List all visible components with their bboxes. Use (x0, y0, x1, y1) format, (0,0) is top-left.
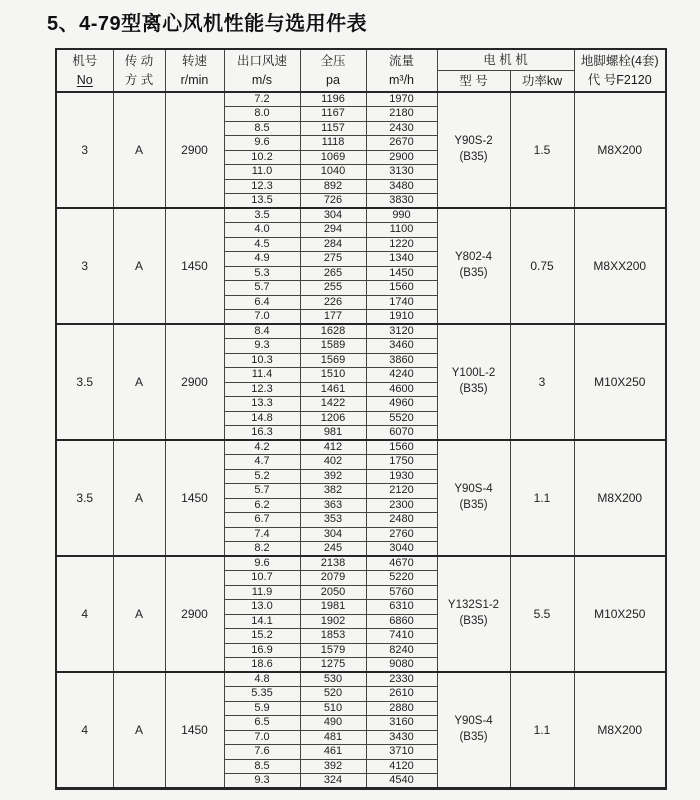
cell-outlet-velocity: 6.5 (224, 716, 300, 731)
cell-motor-power: 5.5 (510, 556, 574, 672)
cell-motor-model (437, 672, 510, 788)
cell-flow: 2300 (366, 498, 437, 513)
cell-machine-no: 3 (56, 208, 113, 324)
cell-flow: 4960 (366, 397, 437, 412)
cell-transmission: A (113, 672, 165, 788)
cell-outlet-velocity: 6.2 (224, 498, 300, 513)
cell-outlet-velocity: 9.3 (224, 339, 300, 354)
cell-outlet-velocity: 4.8 (224, 672, 300, 687)
header-anchor-bolt (574, 49, 666, 92)
header-motor-model: 型 号 (437, 71, 510, 93)
cell-flow: 2880 (366, 701, 437, 716)
header-speed (165, 49, 224, 92)
cell-flow: 3830 (366, 194, 437, 209)
cell-flow: 7410 (366, 629, 437, 644)
cell-motor-power: 1.5 (510, 92, 574, 208)
cell-speed: 1450 (165, 672, 224, 788)
cell-total-pressure: 1981 (300, 600, 366, 615)
cell-total-pressure: 304 (300, 527, 366, 542)
header-transmission-label-1: 传 动 (124, 54, 154, 69)
cell-transmission: A (113, 208, 165, 324)
cell-flow: 5220 (366, 571, 437, 586)
cell-flow: 4600 (366, 382, 437, 397)
cell-total-pressure: 1118 (300, 136, 366, 151)
header-outlet-velocity-label: 出口风速 (236, 54, 287, 69)
cell-flow: 4240 (366, 368, 437, 383)
cell-outlet-velocity: 6.4 (224, 295, 300, 310)
cell-total-pressure: 2138 (300, 556, 366, 571)
cell-total-pressure: 412 (300, 440, 366, 455)
page-title: 5、4-79型离心风机性能与选用件表 (47, 13, 368, 35)
cell-outlet-velocity: 8.2 (224, 542, 300, 557)
cell-outlet-velocity: 9.3 (224, 774, 300, 789)
table-header (56, 49, 666, 92)
motor-model-text: Y90S-4 (454, 715, 493, 728)
cell-outlet-velocity: 7.4 (224, 527, 300, 542)
cell-motor-power: 1.1 (510, 440, 574, 556)
cell-motor-power: 0.75 (510, 208, 574, 324)
cell-speed: 2900 (165, 92, 224, 208)
cell-total-pressure: 461 (300, 745, 366, 760)
motor-frame-text: (B35) (459, 151, 488, 163)
cell-flow: 3860 (366, 353, 437, 368)
header-speed-label: 转速 (181, 54, 207, 69)
header-machine-no (56, 49, 113, 92)
cell-total-pressure: 1589 (300, 339, 366, 354)
cell-motor-model (437, 208, 510, 324)
header-anchor-bolt-code: 代 号F2120 (587, 72, 652, 87)
cell-outlet-velocity: 6.7 (224, 513, 300, 528)
cell-flow: 3460 (366, 339, 437, 354)
cell-outlet-velocity: 7.0 (224, 730, 300, 745)
cell-outlet-velocity: 10.7 (224, 571, 300, 586)
header-machine-no-label: 机号 (72, 54, 98, 69)
header-outlet-velocity (224, 49, 300, 92)
cell-flow: 3120 (366, 324, 437, 339)
cell-total-pressure: 481 (300, 730, 366, 745)
cell-total-pressure: 520 (300, 687, 366, 702)
cell-motor-model (437, 440, 510, 556)
cell-flow: 6860 (366, 614, 437, 629)
cell-motor-model (437, 556, 510, 672)
header-transmission-label-2: 方 式 (124, 72, 154, 87)
cell-flow: 2430 (366, 121, 437, 136)
header-flow-unit: m³/h (389, 72, 414, 87)
cell-flow: 3710 (366, 745, 437, 760)
cell-flow: 1930 (366, 469, 437, 484)
cell-speed: 2900 (165, 556, 224, 672)
cell-outlet-velocity: 14.8 (224, 411, 300, 426)
cell-total-pressure: 177 (300, 310, 366, 325)
motor-frame-text: (B35) (459, 615, 488, 627)
cell-total-pressure: 1461 (300, 382, 366, 397)
cell-outlet-velocity: 13.3 (224, 397, 300, 412)
cell-outlet-velocity: 5.35 (224, 687, 300, 702)
cell-total-pressure: 226 (300, 295, 366, 310)
cell-flow: 1970 (366, 92, 437, 107)
cell-total-pressure: 284 (300, 237, 366, 252)
cell-flow: 6310 (366, 600, 437, 615)
cell-total-pressure: 726 (300, 194, 366, 209)
cell-total-pressure: 1157 (300, 121, 366, 136)
cell-flow: 1910 (366, 310, 437, 325)
cell-total-pressure: 530 (300, 672, 366, 687)
cell-transmission: A (113, 92, 165, 208)
cell-outlet-velocity: 5.3 (224, 266, 300, 281)
cell-motor-power: 3 (510, 324, 574, 440)
cell-flow: 2180 (366, 107, 437, 122)
cell-total-pressure: 275 (300, 252, 366, 267)
header-motor-group: 电 机 机 (437, 49, 574, 71)
motor-frame-text: (B35) (459, 499, 488, 511)
cell-outlet-velocity: 16.9 (224, 643, 300, 658)
cell-flow: 3160 (366, 716, 437, 731)
cell-motor-model (437, 324, 510, 440)
cell-anchor-bolt: M10X250 (574, 556, 666, 672)
table-row (56, 92, 666, 107)
cell-outlet-velocity: 8.0 (224, 107, 300, 122)
cell-flow: 9080 (366, 658, 437, 673)
cell-outlet-velocity: 12.3 (224, 382, 300, 397)
motor-frame-text: (B35) (459, 730, 488, 743)
cell-total-pressure: 304 (300, 208, 366, 223)
cell-outlet-velocity: 12.3 (224, 179, 300, 194)
cell-outlet-velocity: 7.2 (224, 92, 300, 107)
cell-motor-model (437, 92, 510, 208)
header-speed-unit: r/min (180, 72, 209, 87)
cell-flow: 1560 (366, 440, 437, 455)
cell-speed: 1450 (165, 208, 224, 324)
cell-total-pressure: 245 (300, 542, 366, 557)
cell-total-pressure: 1196 (300, 92, 366, 107)
cell-flow: 1340 (366, 252, 437, 267)
cell-outlet-velocity: 15.2 (224, 629, 300, 644)
cell-total-pressure: 490 (300, 716, 366, 731)
cell-machine-no: 4 (56, 556, 113, 672)
table-row (56, 556, 666, 571)
cell-total-pressure: 382 (300, 484, 366, 499)
cell-flow: 6070 (366, 426, 437, 441)
table-row (56, 672, 666, 687)
motor-model-text: Y90S-2 (454, 135, 493, 148)
motor-model-text: Y802-4 (454, 251, 493, 264)
cell-total-pressure: 392 (300, 469, 366, 484)
cell-transmission: A (113, 440, 165, 556)
motor-model-text: Y132S1-2 (447, 599, 500, 612)
cell-total-pressure: 981 (300, 426, 366, 441)
cell-speed: 2900 (165, 324, 224, 440)
cell-total-pressure: 1510 (300, 368, 366, 383)
cell-flow: 3480 (366, 179, 437, 194)
cell-flow: 3430 (366, 730, 437, 745)
cell-anchor-bolt: M8X200 (574, 440, 666, 556)
cell-outlet-velocity: 4.5 (224, 237, 300, 252)
header-total-pressure (300, 49, 366, 92)
cell-outlet-velocity: 16.3 (224, 426, 300, 441)
cell-total-pressure: 1628 (300, 324, 366, 339)
cell-outlet-velocity: 4.9 (224, 252, 300, 267)
cell-flow: 1560 (366, 281, 437, 296)
cell-total-pressure: 510 (300, 701, 366, 716)
cell-outlet-velocity: 11.9 (224, 585, 300, 600)
table-body (56, 92, 666, 788)
cell-flow: 2120 (366, 484, 437, 499)
header-motor-power: 功率kw (510, 71, 574, 93)
cell-total-pressure: 392 (300, 759, 366, 774)
table-row (56, 324, 666, 339)
fan-performance-table (55, 48, 667, 790)
cell-flow: 1750 (366, 455, 437, 470)
cell-total-pressure: 1569 (300, 353, 366, 368)
cell-total-pressure: 2050 (300, 585, 366, 600)
cell-total-pressure: 363 (300, 498, 366, 513)
cell-machine-no: 3.5 (56, 440, 113, 556)
cell-flow: 1100 (366, 223, 437, 238)
cell-total-pressure: 324 (300, 774, 366, 789)
cell-total-pressure: 265 (300, 266, 366, 281)
header-flow-label: 流量 (388, 54, 414, 69)
cell-outlet-velocity: 5.7 (224, 281, 300, 296)
header-anchor-bolt-label: 地脚螺栓(4套) (580, 54, 659, 69)
cell-transmission: A (113, 556, 165, 672)
header-total-pressure-unit: pa (326, 72, 340, 87)
cell-flow: 5520 (366, 411, 437, 426)
cell-outlet-velocity: 4.2 (224, 440, 300, 455)
cell-flow: 2900 (366, 150, 437, 165)
cell-outlet-velocity: 10.3 (224, 353, 300, 368)
header-total-pressure-label: 全压 (320, 54, 346, 69)
cell-outlet-velocity: 13.0 (224, 600, 300, 615)
cell-flow: 2670 (366, 136, 437, 151)
motor-frame-text: (B35) (459, 267, 488, 279)
cell-machine-no: 4 (56, 672, 113, 788)
cell-total-pressure: 1902 (300, 614, 366, 629)
cell-speed: 1450 (165, 440, 224, 556)
cell-machine-no: 3 (56, 92, 113, 208)
cell-outlet-velocity: 5.7 (224, 484, 300, 499)
header-outlet-velocity-unit: m/s (251, 72, 273, 87)
cell-total-pressure: 1206 (300, 411, 366, 426)
cell-outlet-velocity: 8.5 (224, 759, 300, 774)
cell-flow: 8240 (366, 643, 437, 658)
motor-frame-text: (B35) (459, 383, 488, 395)
cell-motor-power: 1.1 (510, 672, 574, 788)
cell-outlet-velocity: 8.4 (224, 324, 300, 339)
cell-total-pressure: 402 (300, 455, 366, 470)
cell-flow: 4120 (366, 759, 437, 774)
cell-flow: 1450 (366, 266, 437, 281)
cell-total-pressure: 1040 (300, 165, 366, 180)
cell-outlet-velocity: 9.6 (224, 556, 300, 571)
motor-model-text: Y90S-4 (454, 483, 493, 496)
cell-flow: 1220 (366, 237, 437, 252)
cell-outlet-velocity: 5.9 (224, 701, 300, 716)
cell-outlet-velocity: 14.1 (224, 614, 300, 629)
cell-outlet-velocity: 4.7 (224, 455, 300, 470)
cell-outlet-velocity: 7.6 (224, 745, 300, 760)
cell-flow: 2760 (366, 527, 437, 542)
cell-total-pressure: 294 (300, 223, 366, 238)
cell-outlet-velocity: 5.2 (224, 469, 300, 484)
cell-flow: 3040 (366, 542, 437, 557)
cell-flow: 1740 (366, 295, 437, 310)
cell-total-pressure: 1853 (300, 629, 366, 644)
table-row (56, 440, 666, 455)
cell-outlet-velocity: 7.0 (224, 310, 300, 325)
cell-total-pressure: 1579 (300, 643, 366, 658)
cell-outlet-velocity: 11.4 (224, 368, 300, 383)
cell-machine-no: 3.5 (56, 324, 113, 440)
cell-total-pressure: 1422 (300, 397, 366, 412)
cell-outlet-velocity: 18.6 (224, 658, 300, 673)
cell-total-pressure: 1167 (300, 107, 366, 122)
cell-flow: 2610 (366, 687, 437, 702)
cell-total-pressure: 1069 (300, 150, 366, 165)
cell-outlet-velocity: 3.5 (224, 208, 300, 223)
cell-total-pressure: 1275 (300, 658, 366, 673)
cell-flow: 2330 (366, 672, 437, 687)
table-row (56, 208, 666, 223)
cell-flow: 3130 (366, 165, 437, 180)
cell-outlet-velocity: 13.5 (224, 194, 300, 209)
cell-anchor-bolt: M8X200 (574, 672, 666, 788)
cell-total-pressure: 255 (300, 281, 366, 296)
cell-outlet-velocity: 4.0 (224, 223, 300, 238)
cell-outlet-velocity: 11.0 (224, 165, 300, 180)
cell-anchor-bolt: M8X200 (574, 92, 666, 208)
header-transmission (113, 49, 165, 92)
header-flow (366, 49, 437, 92)
cell-outlet-velocity: 9.6 (224, 136, 300, 151)
cell-total-pressure: 2079 (300, 571, 366, 586)
cell-outlet-velocity: 8.5 (224, 121, 300, 136)
cell-transmission: A (113, 324, 165, 440)
cell-outlet-velocity: 10.2 (224, 150, 300, 165)
cell-flow: 4540 (366, 774, 437, 789)
cell-flow: 990 (366, 208, 437, 223)
cell-flow: 4670 (366, 556, 437, 571)
cell-anchor-bolt: M8XX200 (574, 208, 666, 324)
cell-flow: 2480 (366, 513, 437, 528)
cell-flow: 5760 (366, 585, 437, 600)
header-machine-no-unit: No (76, 72, 93, 87)
cell-total-pressure: 892 (300, 179, 366, 194)
cell-total-pressure: 353 (300, 513, 366, 528)
cell-anchor-bolt: M10X250 (574, 324, 666, 440)
motor-model-text: Y100L-2 (451, 367, 496, 380)
